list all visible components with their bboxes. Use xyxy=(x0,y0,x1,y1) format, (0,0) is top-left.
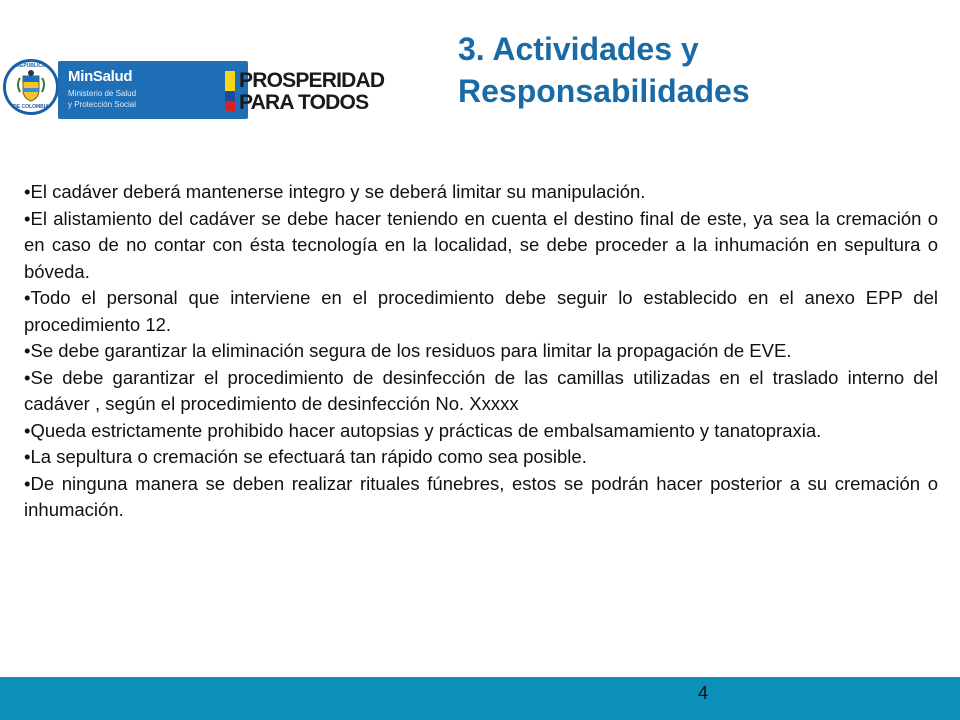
bullet-item: •Se debe garantizar la eliminación segura de los residuos para limitar la propagación de EVE. xyxy=(24,340,792,361)
minsalud-line-2: y Protección Social xyxy=(68,100,137,109)
bullet-item: •Todo el personal que interviene en el procedimiento debe seguir lo establecido en el anexo EPP del procedimiento 12. xyxy=(24,287,938,335)
prosperidad-line-1: PROSPERIDAD xyxy=(239,69,385,92)
prosperidad-line-2: PARA TODOS xyxy=(239,91,369,114)
seal-bottom-text: DE COLOMBIA xyxy=(13,104,49,110)
minsalud-logo xyxy=(58,61,248,119)
minsalud-line-1: Ministerio de Salud xyxy=(68,89,137,98)
bullet-item: •La sepultura o cremación se efectuará tan rápido como sea posible. xyxy=(24,446,587,467)
bullet-item: •El cadáver deberá mantenerse integro y se deberá limitar su manipulación. xyxy=(24,181,646,202)
page-number: 4 xyxy=(698,683,709,703)
slide-title-line-2: Responsabilidades xyxy=(458,73,750,109)
slide-title-line-1: 3. Actividades y xyxy=(458,31,699,67)
colombia-flag-icon xyxy=(225,71,235,111)
bullet-item: •Queda estrictamente prohibido hacer autopsias y prácticas de embalsamamiento y tanatopraxia. xyxy=(24,419,822,441)
colombia-seal-logo xyxy=(3,59,59,115)
header-logos xyxy=(0,55,410,125)
bullet-list xyxy=(24,179,938,524)
minsalud-name: MinSalud xyxy=(68,68,133,85)
footer-bar xyxy=(0,677,960,720)
bullet-item: •Se debe garantizar el procedimiento de desinfección de las camillas utilizadas en el traslado interno del cadáver , según el procedimiento de desinfección No. Xxxxx xyxy=(24,366,938,414)
seal-top-text: REPÚBLICA xyxy=(16,63,46,69)
slide-title xyxy=(458,28,928,112)
prosperidad-logo xyxy=(225,65,405,115)
bullet-item: •De ninguna manera se deben realizar rituales fúnebres, estos se podrán hacer posterior a su cremación o inhumación. xyxy=(24,472,938,520)
bullet-item: •El alistamiento del cadáver se debe hacer teniendo en cuenta el destino final de este, ya sea la cremación o en caso de no contar con ésta tecnología en la localidad, se debe proceder a la inhumación en sepultura o bóveda. xyxy=(24,207,938,282)
